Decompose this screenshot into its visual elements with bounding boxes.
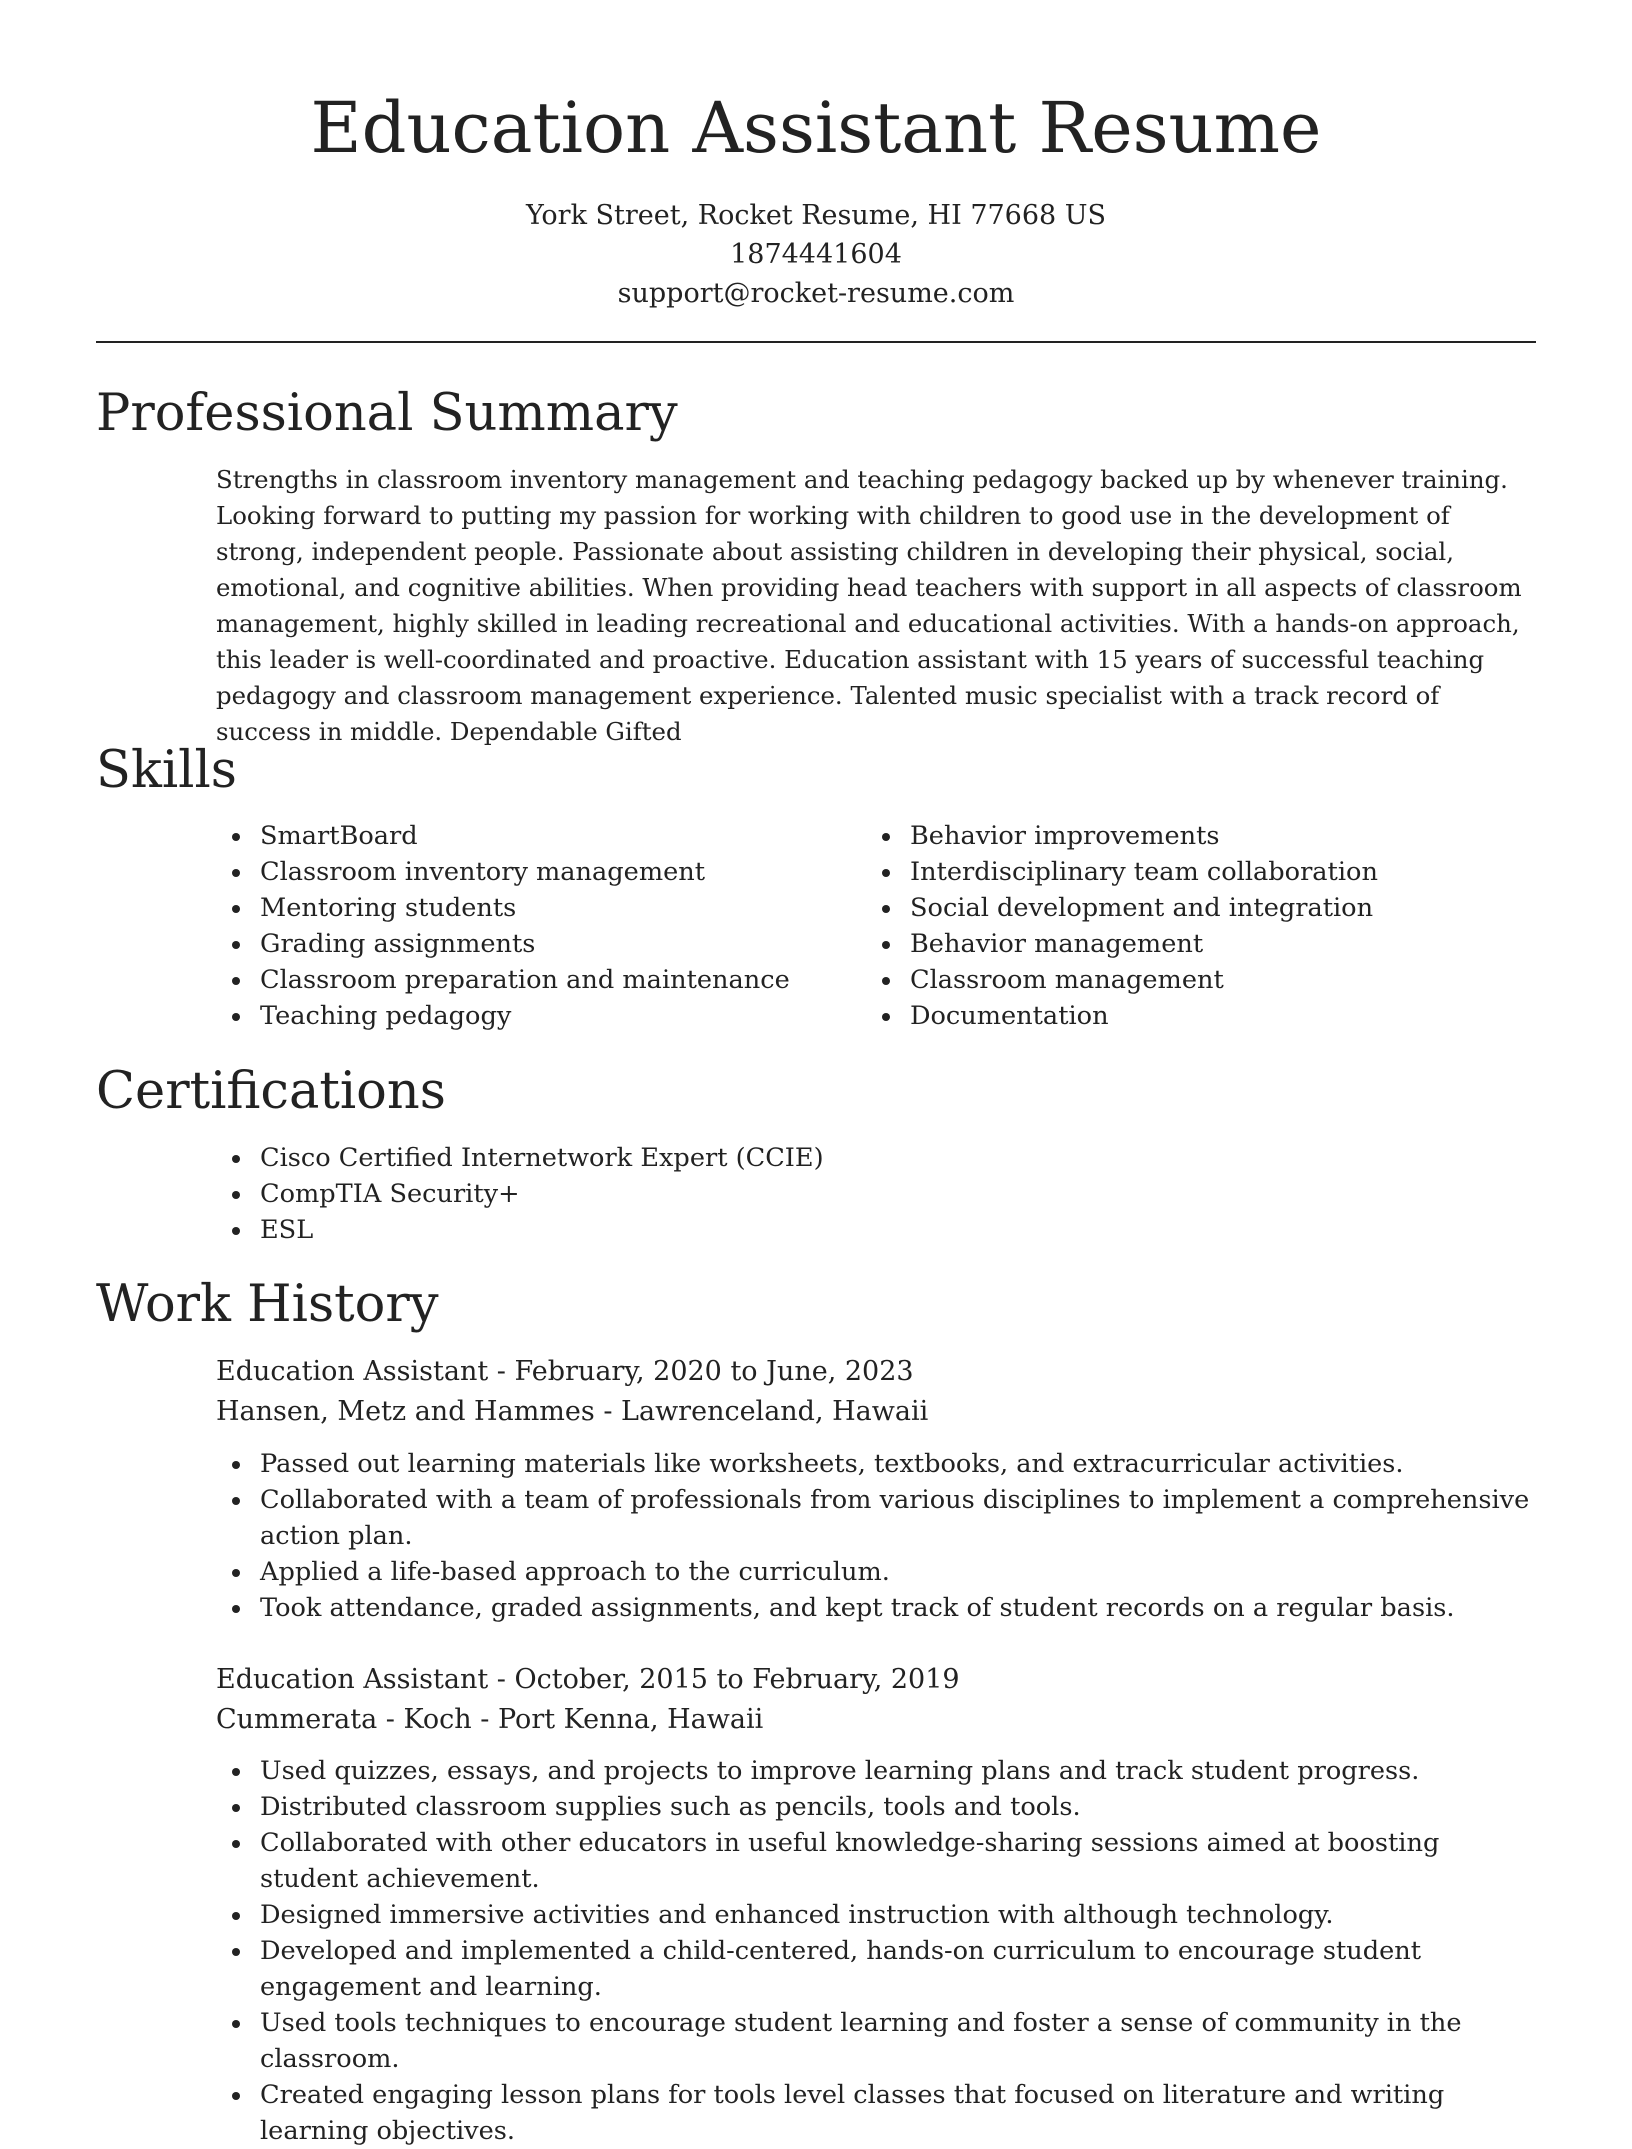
address: York Street, Rocket Resume, HI 77668 US <box>525 200 1107 231</box>
job-location: Port Kenna, Hawaii <box>497 1704 764 1735</box>
job-duty-item: Developed and implemented a child-centered, hands-on curriculum to encourage student engagement and learning. <box>216 1933 1536 2005</box>
job-duties-list <box>216 1446 1536 1626</box>
skills-heading: Skills <box>96 741 237 800</box>
job-duty-item: Created engaging lesson plans for tools level classes that focused on literature and writing learning objectives. <box>216 2077 1536 2149</box>
phone: 1874441604 <box>730 239 902 270</box>
skill-item: Classroom preparation and maintenance <box>216 962 816 998</box>
certification-item: CompTIA Security+ <box>216 1176 1536 1212</box>
resume-header <box>0 80 1632 313</box>
job-title: Education Assistant <box>216 1664 489 1695</box>
job-header: Education Assistant - October, 2015 to February, 2019 Cummerata - Koch - Port Kenna, Hawaii <box>216 1664 960 1735</box>
summary-text: Strengths in classroom inventory management and teaching pedagogy backed up by whenever training. Looking forward to putting my passion for working with children to good use in the development of strong, independent people. Passionate about assisting children in developing their physical, social, emotional, and cognitive abilities. When providing head teachers with support in all aspects of classroom management, highly skilled in leading recreational and educational activities. With a hands-on approach, this leader is well-coordinated and proactive. Education assistant with 15 years of successful teaching pedagogy and classroom management experience. Talented music specialist with a track record of success in middle. Dependable Gifted <box>216 465 1522 746</box>
job-dates: February, 2020 to June, 2023 <box>514 1356 914 1387</box>
job-dates: October, 2015 to February, 2019 <box>514 1664 960 1695</box>
job-header: Education Assistant - February, 2020 to June, 2023 Hansen, Metz and Hammes - Lawrenceland, Hawaii <box>216 1356 929 1427</box>
skills-list-left <box>216 818 816 1034</box>
skill-item: Classroom management <box>866 962 1526 998</box>
job-duty-item: Applied a life-based approach to the curriculum. <box>216 1554 1536 1590</box>
job-duty-item: Used quizzes, essays, and projects to improve learning plans and track student progress. <box>216 1753 1536 1789</box>
skill-item: Mentoring students <box>216 890 816 926</box>
resume-title: Education Assistant Resume <box>310 87 1322 169</box>
work-history-heading: Work History <box>96 1275 439 1334</box>
job-duty-item: Took attendance, graded assignments, and kept track of student records on a regular basis. <box>216 1590 1536 1626</box>
skill-item: Classroom inventory management <box>216 854 816 890</box>
skill-item: Interdisciplinary team collaboration <box>866 854 1526 890</box>
job-duty-item: Passed out learning materials like worksheets, textbooks, and extracurricular activities. <box>216 1446 1536 1482</box>
skill-item: Documentation <box>866 998 1526 1034</box>
company-name: Cummerata - Koch <box>216 1704 472 1735</box>
email: support@rocket-resume.com <box>617 278 1015 309</box>
certification-item: ESL <box>216 1212 1536 1248</box>
job-duty-item: Designed immersive activities and enhanced instruction with although technology. <box>216 1897 1536 1933</box>
job-duty-item: Used tools techniques to encourage student learning and foster a sense of community in the classroom. <box>216 2005 1536 2077</box>
job-duties-list <box>216 1753 1536 2149</box>
job-duty-item: Distributed classroom supplies such as pencils, tools and tools. <box>216 1789 1536 1825</box>
contact-info <box>0 196 1632 313</box>
certification-item: Cisco Certified Internetwork Expert (CCIE) <box>216 1140 1536 1176</box>
skill-item: Behavior improvements <box>866 818 1526 854</box>
job-title: Education Assistant <box>216 1356 489 1387</box>
company-name: Hansen, Metz and Hammes <box>216 1396 595 1427</box>
certifications-heading: Certifications <box>96 1062 446 1121</box>
skill-item: Teaching pedagogy <box>216 998 816 1034</box>
job-location: Lawrenceland, Hawaii <box>621 1396 929 1427</box>
skill-item: Behavior management <box>866 926 1526 962</box>
skill-item: Grading assignments <box>216 926 816 962</box>
header-divider <box>96 341 1536 343</box>
certifications-list <box>216 1140 1536 1248</box>
job-duty-item: Collaborated with a team of professionals from various disciplines to implement a comprehensive action plan. <box>216 1482 1536 1554</box>
job-duty-item: Collaborated with other educators in useful knowledge-sharing sessions aimed at boosting student achievement. <box>216 1825 1536 1897</box>
skill-item: Social development and integration <box>866 890 1526 926</box>
skills-list-right <box>866 818 1526 1034</box>
skill-item: SmartBoard <box>216 818 816 854</box>
summary-heading: Professional Summary <box>96 384 678 443</box>
